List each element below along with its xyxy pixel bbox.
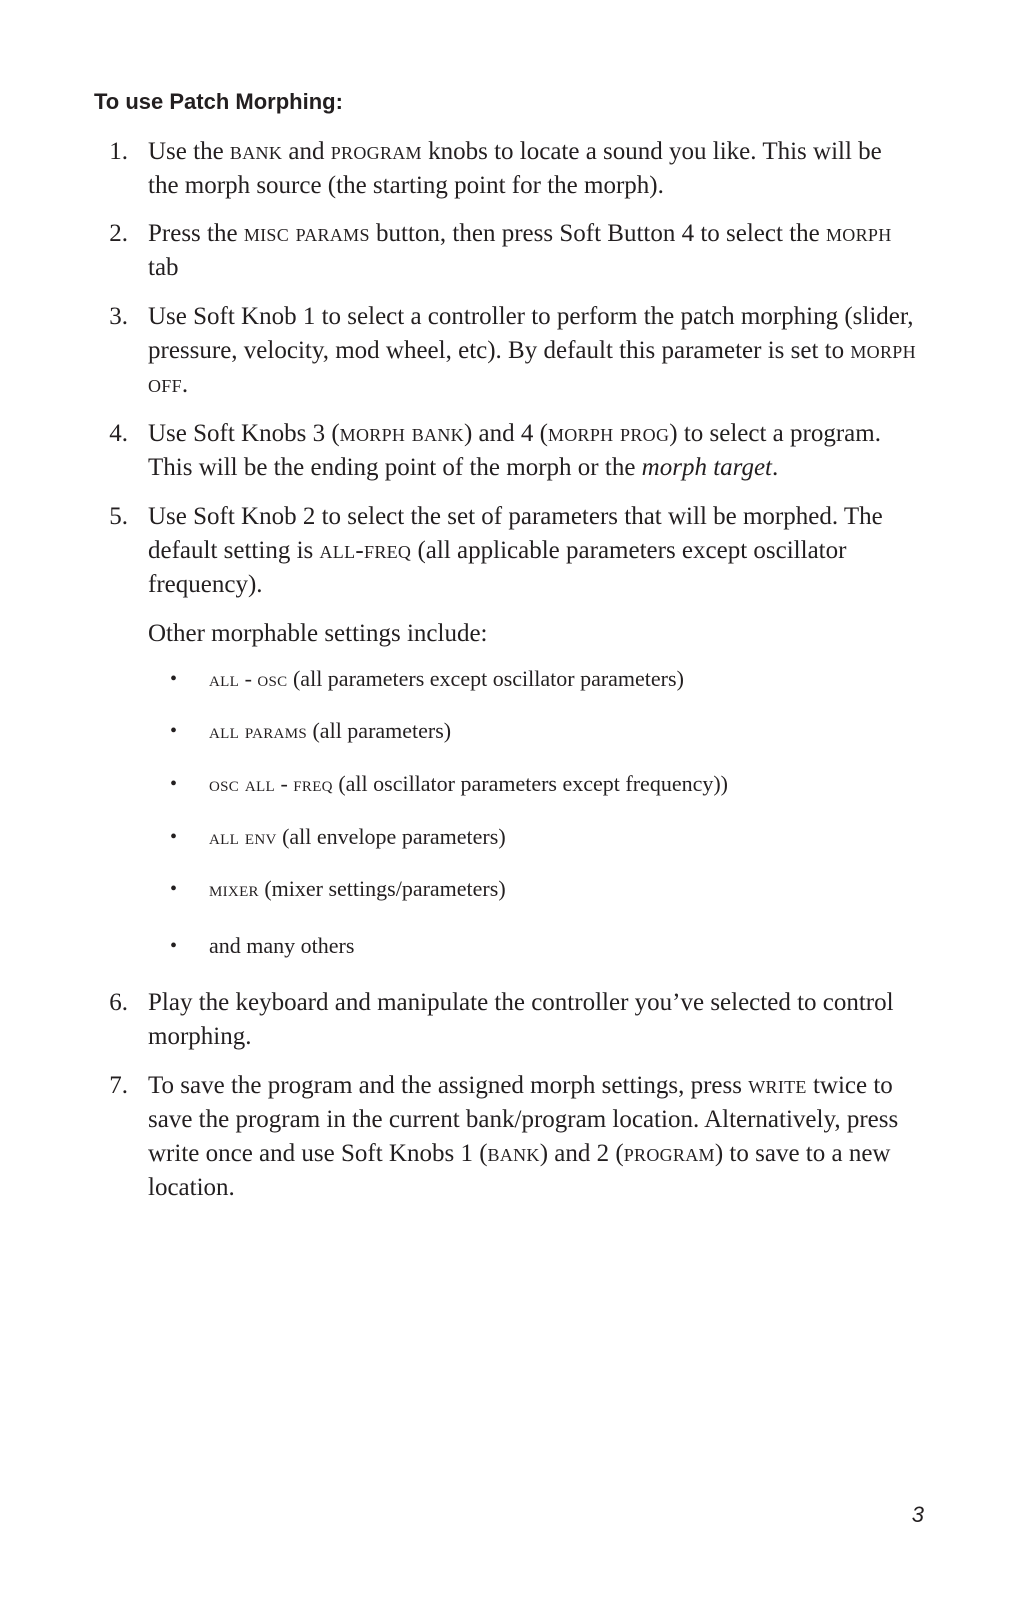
step-text-line <box>148 135 938 169</box>
small-caps-term: morph <box>825 220 892 247</box>
text-run: ) and 2 ( <box>539 1140 624 1167</box>
step-text-line <box>148 1069 938 1103</box>
step-text-line <box>148 568 938 602</box>
step-text-line <box>148 986 938 1020</box>
text-run: . <box>181 371 189 398</box>
text-run: This will be the ending point of the morph or the <box>148 454 642 481</box>
text-run: write once and use Soft Knobs 1 ( <box>148 1140 488 1167</box>
text-run: ) to save to a new <box>714 1140 891 1167</box>
bullet-item <box>0 767 1036 801</box>
section-heading: To use Patch Morphing: <box>94 89 343 114</box>
text-run: (mixer settings/parameters) <box>258 876 506 901</box>
small-caps-term: all env <box>209 824 277 849</box>
text-run: the morph source (the starting point for the morph). <box>148 172 664 199</box>
small-caps-term: bank <box>229 138 283 165</box>
step-number: 1. <box>109 138 128 165</box>
text-run: knobs to locate a sound you like. This will be <box>421 138 882 165</box>
small-caps-term: off <box>148 371 182 398</box>
small-caps-term: freq <box>293 771 333 796</box>
small-caps-term: program <box>330 138 422 165</box>
text-run: default setting is <box>148 537 320 564</box>
text-run: (all envelope parameters) <box>276 824 506 849</box>
step-number: 6. <box>109 989 128 1016</box>
text-run: Use Soft Knobs 3 ( <box>148 420 340 447</box>
small-caps-term: osc all <box>209 771 275 796</box>
small-caps-term: morph bank <box>339 420 464 447</box>
bullet-text <box>209 662 684 696</box>
text-run: and many others <box>209 933 355 958</box>
bullet-dot-icon: • <box>170 720 178 742</box>
bullet-item <box>0 714 1036 748</box>
text-run: Use Soft Knob 2 to select the set of parameters that will be morphed. The <box>148 503 883 530</box>
text-run: Use the <box>148 138 230 165</box>
text-run: ) and 4 ( <box>463 420 548 447</box>
small-caps-term: all-freq <box>319 537 412 564</box>
bullet-item <box>0 872 1036 906</box>
step-number: 2. <box>109 220 128 247</box>
small-caps-term: osc <box>257 666 288 691</box>
step-text-line <box>148 534 938 568</box>
step-text-line <box>148 251 938 285</box>
bullet-item <box>0 929 1036 963</box>
text-run: and <box>282 138 331 165</box>
text-run: twice to <box>806 1072 893 1099</box>
bullet-dot-icon: • <box>170 878 178 900</box>
step-number: 4. <box>109 420 128 447</box>
step-number: 7. <box>109 1072 128 1099</box>
bullet-text <box>209 872 506 906</box>
small-caps-term: all <box>209 666 240 691</box>
italic-term: morph target <box>641 454 772 481</box>
step-number: 3. <box>109 303 128 330</box>
bullet-text <box>209 767 728 801</box>
step-text-line <box>148 500 938 534</box>
step-text-line <box>148 334 938 368</box>
step-text-line <box>148 1020 938 1054</box>
text-run: tab <box>148 254 179 281</box>
bullet-text <box>209 714 451 748</box>
bullet-item <box>0 820 1036 854</box>
bullet-text <box>209 820 506 854</box>
bullet-text <box>209 929 354 963</box>
step-text-line <box>148 368 938 402</box>
bullet-dot-icon: • <box>170 935 178 957</box>
step-text-line <box>148 217 938 251</box>
small-caps-term: mixer <box>209 876 259 901</box>
other-settings-intro: Other morphable settings include: <box>148 620 488 647</box>
step-text-line <box>148 169 938 203</box>
step-text-line <box>148 1103 938 1137</box>
bullet-dot-icon: • <box>170 826 178 848</box>
small-caps-term: bank <box>487 1140 540 1167</box>
text-run: save the program in the current bank/program location. Alternatively, press <box>148 1106 899 1133</box>
text-run: . <box>772 454 779 481</box>
text-run: frequency). <box>148 571 263 598</box>
small-caps-term: all params <box>209 718 307 743</box>
small-caps-term: program <box>623 1140 715 1167</box>
text-run: (all parameters) <box>306 718 452 743</box>
text-run: button, then press Soft Button 4 to select the <box>369 220 826 247</box>
text-run: pressure, velocity, mod wheel, etc). By default this parameter is set to <box>148 337 851 364</box>
text-run: - <box>274 771 294 796</box>
bullet-dot-icon: • <box>170 668 178 690</box>
step-text-line <box>148 1171 938 1205</box>
small-caps-term: morph <box>850 337 916 364</box>
text-run: Press the <box>148 220 244 247</box>
bullet-item <box>0 662 1036 696</box>
text-run: Use Soft Knob 1 to select a controller to perform the patch morphing (slider, <box>148 303 914 330</box>
text-run: Play the keyboard and manipulate the controller you’ve selected to control <box>148 989 894 1016</box>
small-caps-term: write <box>748 1072 807 1099</box>
step-text-line <box>148 417 938 451</box>
step-number: 5. <box>109 503 128 530</box>
text-run: (all parameters except oscillator parameters) <box>287 666 684 691</box>
text-run: ) to select a program. <box>669 420 881 447</box>
small-caps-term: misc params <box>243 220 370 247</box>
text-run: - <box>239 666 258 691</box>
bullet-dot-icon: • <box>170 773 178 795</box>
text-run: (all oscillator parameters except frequency)) <box>332 771 728 796</box>
text-run: To save the program and the assigned morph settings, press <box>148 1072 749 1099</box>
step-text-line <box>148 300 938 334</box>
text-run: morphing. <box>148 1023 252 1050</box>
text-run: (all applicable parameters except oscillator <box>411 537 847 564</box>
step-text-line <box>148 1137 938 1171</box>
page-number: 3 <box>911 1502 924 1527</box>
small-caps-term: morph prog <box>547 420 670 447</box>
text-run: location. <box>148 1174 235 1201</box>
step-text-line <box>148 451 938 485</box>
